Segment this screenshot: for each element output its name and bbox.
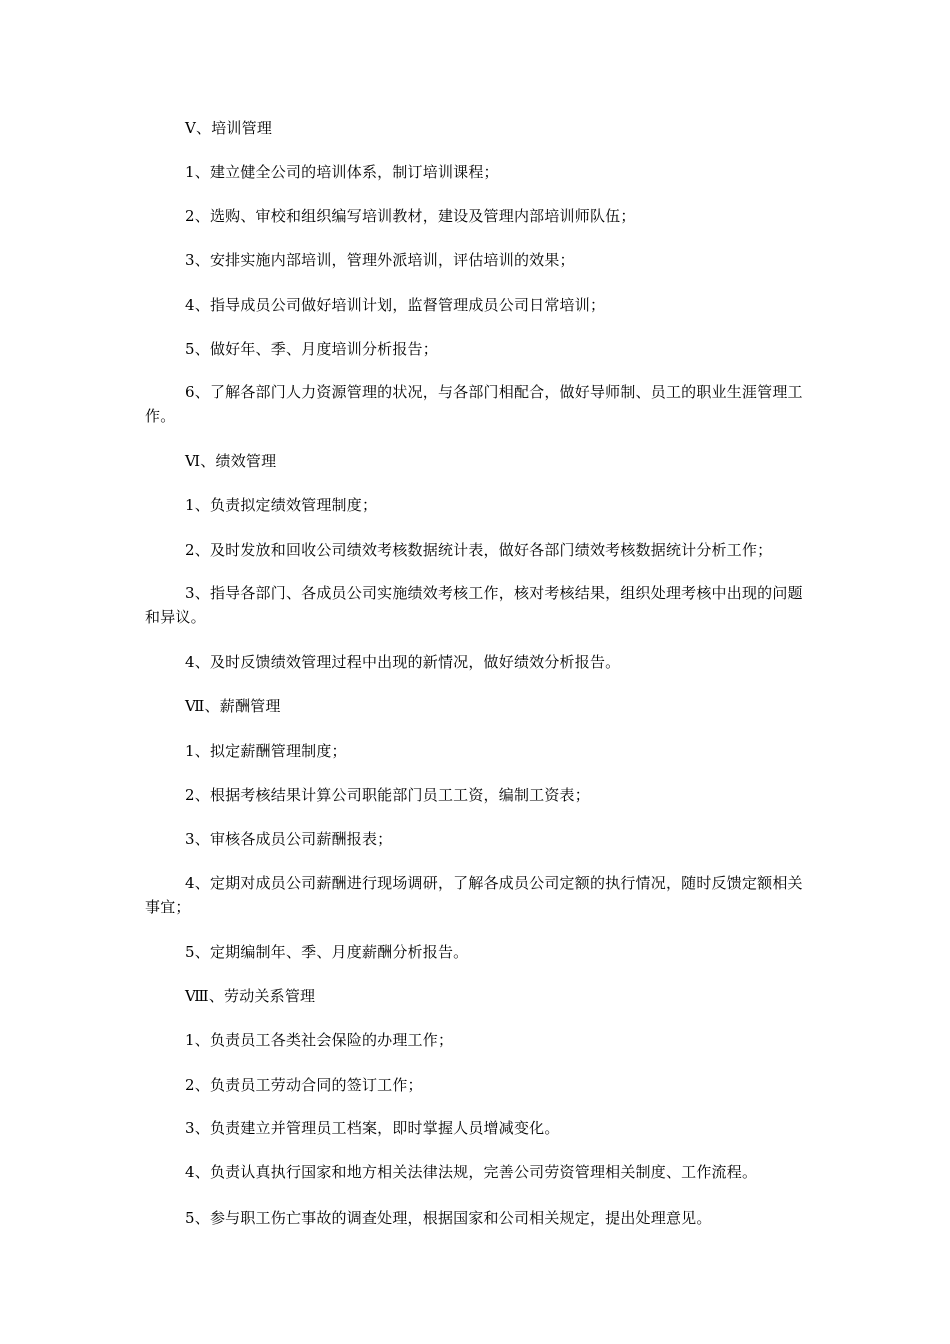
paragraph: 1、负责员工各类社会保险的办理工作； (185, 1031, 454, 1049)
paragraph: 5、参与职工伤亡事故的调查处理，根据国家和公司相关规定，提出处理意见。 (185, 1209, 712, 1227)
paragraph: 3、审核各成员公司薪酬报表； (185, 830, 393, 848)
paragraph: 5、做好年、季、月度培训分析报告； (185, 340, 438, 358)
paragraph: 2、选购、审校和组织编写培训教材，建设及管理内部培训师队伍； (185, 207, 636, 225)
paragraph: 2、负责员工劳动合同的签订工作； (185, 1076, 423, 1094)
paragraph: 1、拟定薪酬管理制度； (185, 742, 347, 760)
paragraph: 4、定期对成员公司薪酬进行现场调研，了解各成员公司定额的执行情况，随时反馈定额相关事宜； (145, 874, 803, 916)
paragraph: 4、指导成员公司做好培训计划，监督管理成员公司日常培训； (185, 296, 606, 314)
paragraph: 4、及时反馈绩效管理过程中出现的新情况，做好绩效分析报告。 (185, 653, 621, 671)
section-heading-labor-relations: Ⅷ、劳动关系管理 (185, 987, 316, 1005)
paragraph: 6、了解各部门人力资源管理的状况，与各部门相配合，做好导师制、员工的职业生涯管理工作。 (145, 383, 803, 425)
paragraph: 5、定期编制年、季、月度薪酬分析报告。 (185, 943, 469, 961)
paragraph: 2、及时发放和回收公司绩效考核数据统计表，做好各部门绩效考核数据统计分析工作； (185, 541, 773, 559)
paragraph: 3、指导各部门、各成员公司实施绩效考核工作，核对考核结果，组织处理考核中出现的问题和异议。 (145, 584, 803, 626)
paragraph: 4、负责认真执行国家和地方相关法律法规，完善公司劳资管理相关制度、工作流程。 (185, 1163, 758, 1181)
section-heading-compensation: Ⅶ、薪酬管理 (185, 697, 281, 715)
paragraph: 3、安排实施内部培训，管理外派培训，评估培训的效果； (185, 251, 575, 269)
section-heading-training: Ⅴ、培训管理 (185, 119, 273, 137)
paragraph: 1、负责拟定绩效管理制度； (185, 496, 378, 514)
paragraph: 3、负责建立并管理员工档案，即时掌握人员增减变化。 (185, 1119, 560, 1137)
section-heading-performance: Ⅵ、绩效管理 (185, 452, 277, 470)
paragraph: 1、建立健全公司的培训体系，制订培训课程； (185, 163, 499, 181)
paragraph: 2、根据考核结果计算公司职能部门员工工资，编制工资表； (185, 786, 590, 804)
